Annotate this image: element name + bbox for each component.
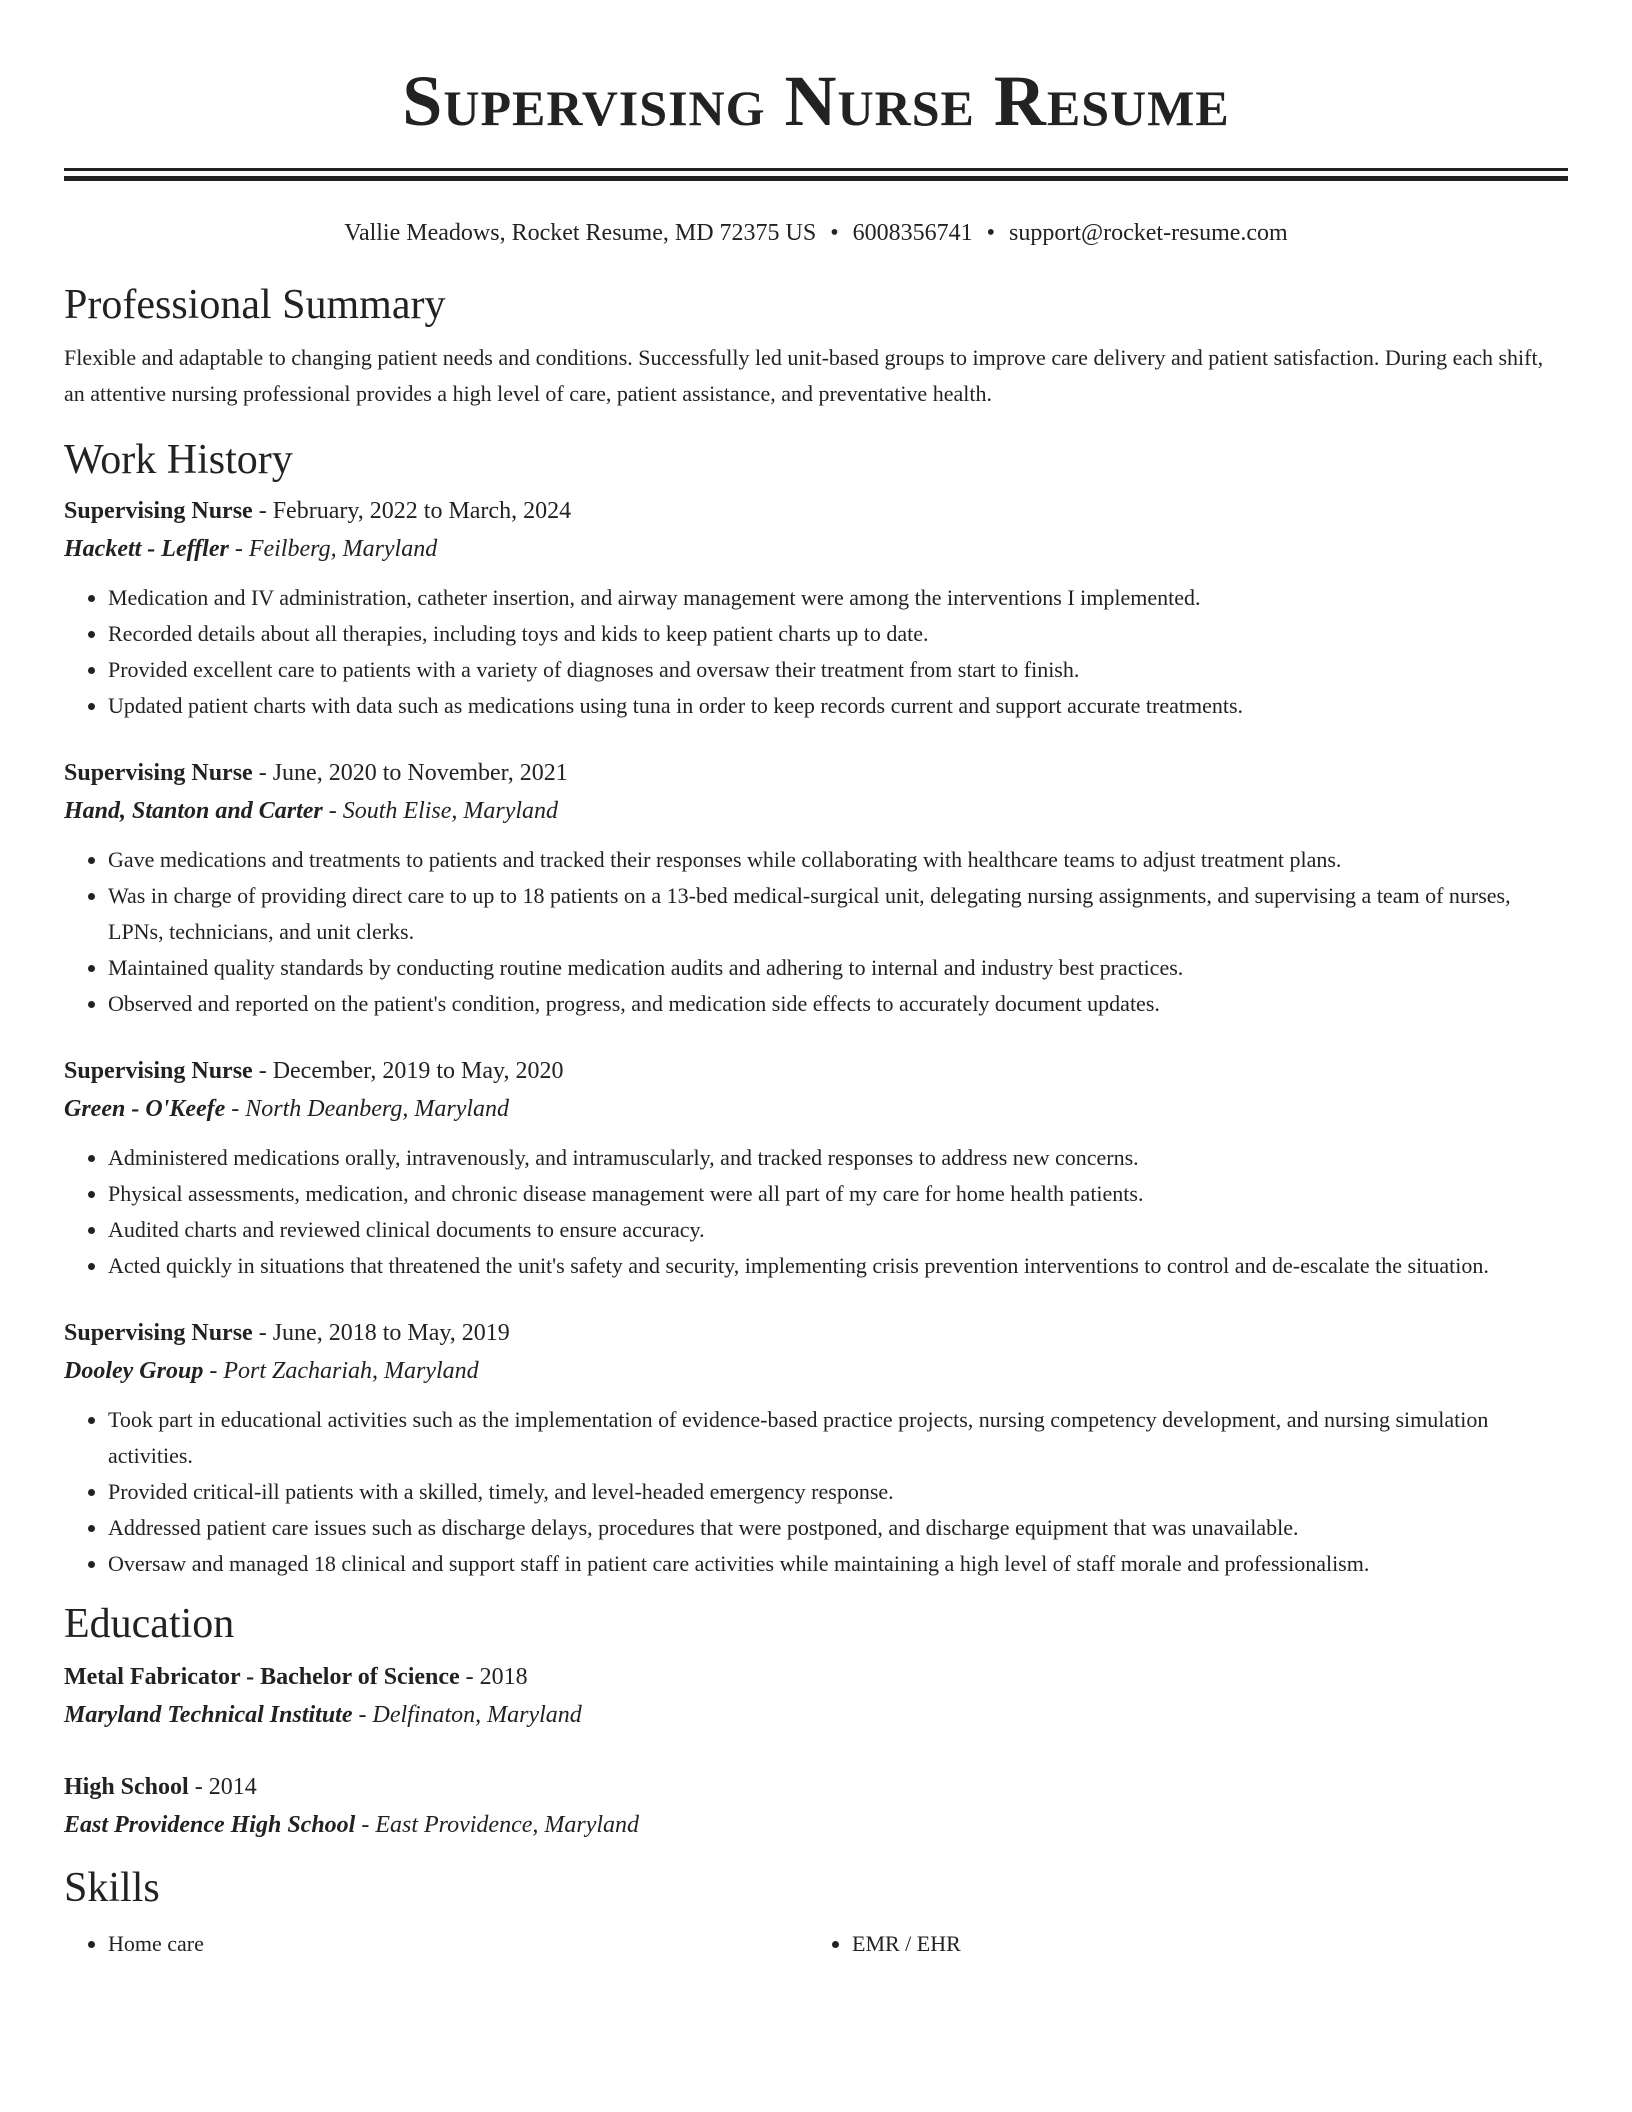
job-dates: - February, 2022 to March, 2024 (252, 498, 572, 524)
work-history-heading: Work History (64, 437, 293, 483)
education-degree: Metal Fabricator - Bachelor of Science (64, 1664, 460, 1690)
job-entry (64, 1314, 1568, 1582)
resume-title: Supervising Nurse Resume (402, 61, 1230, 141)
contact-line (64, 216, 1568, 250)
job-bullet: • Was in charge of providing direct care to up to 18 patients on a 13-bed medical-surgical unit, delegating nursing assignments, and supervising a team of nurses, LPNs, technicians, and unit clerks. (108, 878, 1568, 950)
job-employer: Dooley Group (64, 1358, 204, 1384)
job-bullet: • Took part in educational activities such as the implementation of evidence-based practice projects, nursing competency development, and nursing simulation activities. (108, 1402, 1568, 1474)
job-bullet: • Maintained quality standards by conducting routine medication audits and adhering to internal and industry best practices. (108, 950, 1568, 986)
job-bullet: • Gave medications and treatments to patients and tracked their responses while collaborating with healthcare teams to adjust treatment plans. (108, 842, 1568, 878)
title-divider-bottom (64, 176, 1568, 181)
job-title-line (64, 1052, 1568, 1090)
education-entry (64, 1658, 1568, 1734)
job-title-line (64, 1314, 1568, 1352)
job-role: Supervising Nurse (64, 498, 253, 524)
title-divider-top (64, 168, 1568, 171)
summary-text: Flexible and adaptable to changing patient needs and conditions. Successfully led unit-based groups to improve care delivery and patient satisfaction. During each shift, an attentive nursing professional provides a high level of care, patient assistance, and preventative health. (64, 345, 1544, 406)
job-dates: - June, 2018 to May, 2019 (252, 1320, 510, 1346)
contact-separator: • (986, 220, 996, 246)
job-bullet: • Acted quickly in situations that threatened the unit's safety and security, implementing crisis prevention interventions to control and de-escalate the situation. (108, 1248, 1568, 1284)
job-entry (64, 492, 1568, 724)
summary-heading: Professional Summary (64, 282, 446, 328)
job-bullets (64, 580, 1568, 724)
job-role: Supervising Nurse (64, 1320, 253, 1346)
job-bullet: • Observed and reported on the patient's condition, progress, and medication side effects to accurately document updates. (108, 986, 1568, 1022)
education-location: - Delfinaton, Maryland (352, 1702, 582, 1728)
education-location: - East Providence, Maryland (355, 1812, 640, 1838)
education-degree: High School (64, 1774, 189, 1800)
job-bullet: • Medication and IV administration, catheter insertion, and airway management were among the interventions I implemented. (108, 580, 1568, 616)
job-location: - Port Zachariah, Maryland (203, 1358, 479, 1384)
job-bullets (64, 842, 1568, 1022)
job-employer-line (64, 1090, 1568, 1128)
job-bullet: • Physical assessments, medication, and chronic disease management were all part of my care for home health patients. (108, 1176, 1568, 1212)
education-heading: Education (64, 1601, 235, 1647)
job-bullet: • Audited charts and reviewed clinical documents to ensure accuracy. (108, 1212, 1568, 1248)
job-bullet: • Recorded details about all therapies, including toys and kids to keep patient charts up to date. (108, 616, 1568, 652)
job-dates: - December, 2019 to May, 2020 (252, 1058, 564, 1084)
job-bullet: • Provided excellent care to patients with a variety of diagnoses and oversaw their treatment from start to finish. (108, 652, 1568, 688)
job-employer: Green - O'Keefe (64, 1096, 226, 1122)
job-employer-line (64, 1352, 1568, 1390)
job-role: Supervising Nurse (64, 760, 253, 786)
education-school-line (64, 1696, 1568, 1734)
job-entry (64, 754, 1568, 1022)
job-title-line (64, 492, 1568, 530)
resume-page (64, 0, 1568, 1962)
job-role: Supervising Nurse (64, 1058, 253, 1084)
skills-list (64, 1926, 1568, 1962)
education-degree-line (64, 1768, 1568, 1806)
job-bullet: • Updated patient charts with data such as medications using tuna in order to keep records current and support accurate treatments. (108, 688, 1568, 724)
job-location: - Feilberg, Maryland (228, 536, 438, 562)
job-location: - North Deanberg, Maryland (225, 1096, 510, 1122)
education-year: - 2014 (188, 1774, 257, 1800)
job-employer-line (64, 792, 1568, 830)
job-bullets (64, 1402, 1568, 1582)
skills-column-left (64, 1926, 808, 1962)
education-entry (64, 1768, 1568, 1844)
contact-phone: 6008356741 (852, 220, 973, 246)
skills-heading: Skills (64, 1865, 160, 1911)
job-employer-line (64, 530, 1568, 568)
job-bullet: • Addressed patient care issues such as discharge delays, procedures that were postponed, and discharge equipment that was unavailable. (108, 1510, 1568, 1546)
education-degree-line (64, 1658, 1568, 1696)
contact-separator: • (830, 220, 839, 246)
job-bullet: • Administered medications orally, intravenously, and intramuscularly, and tracked responses to address new concerns. (108, 1140, 1568, 1176)
skill-item: • EMR / EHR (852, 1926, 1552, 1962)
education-school-line (64, 1806, 1568, 1844)
job-employer: Hackett - Leffler (64, 536, 229, 562)
job-bullets (64, 1140, 1568, 1284)
skills-column-right (808, 1926, 1552, 1962)
job-employer: Hand, Stanton and Carter (64, 798, 323, 824)
job-title-line (64, 754, 1568, 792)
contact-email: support@rocket-resume.com (1009, 220, 1288, 246)
education-school: Maryland Technical Institute (64, 1702, 353, 1728)
job-bullet: • Oversaw and managed 18 clinical and support staff in patient care activities while maintaining a high level of staff morale and professionalism. (108, 1546, 1568, 1582)
contact-address: Vallie Meadows, Rocket Resume, MD 72375 US (344, 220, 817, 246)
education-year: - 2018 (459, 1664, 528, 1690)
skill-item: • Home care (108, 1926, 808, 1962)
education-school: East Providence High School (64, 1812, 356, 1838)
job-dates: - June, 2020 to November, 2021 (252, 760, 568, 786)
job-entry (64, 1052, 1568, 1284)
job-bullet: • Provided critical-ill patients with a skilled, timely, and level-headed emergency response. (108, 1474, 1568, 1510)
job-location: - South Elise, Maryland (322, 798, 559, 824)
